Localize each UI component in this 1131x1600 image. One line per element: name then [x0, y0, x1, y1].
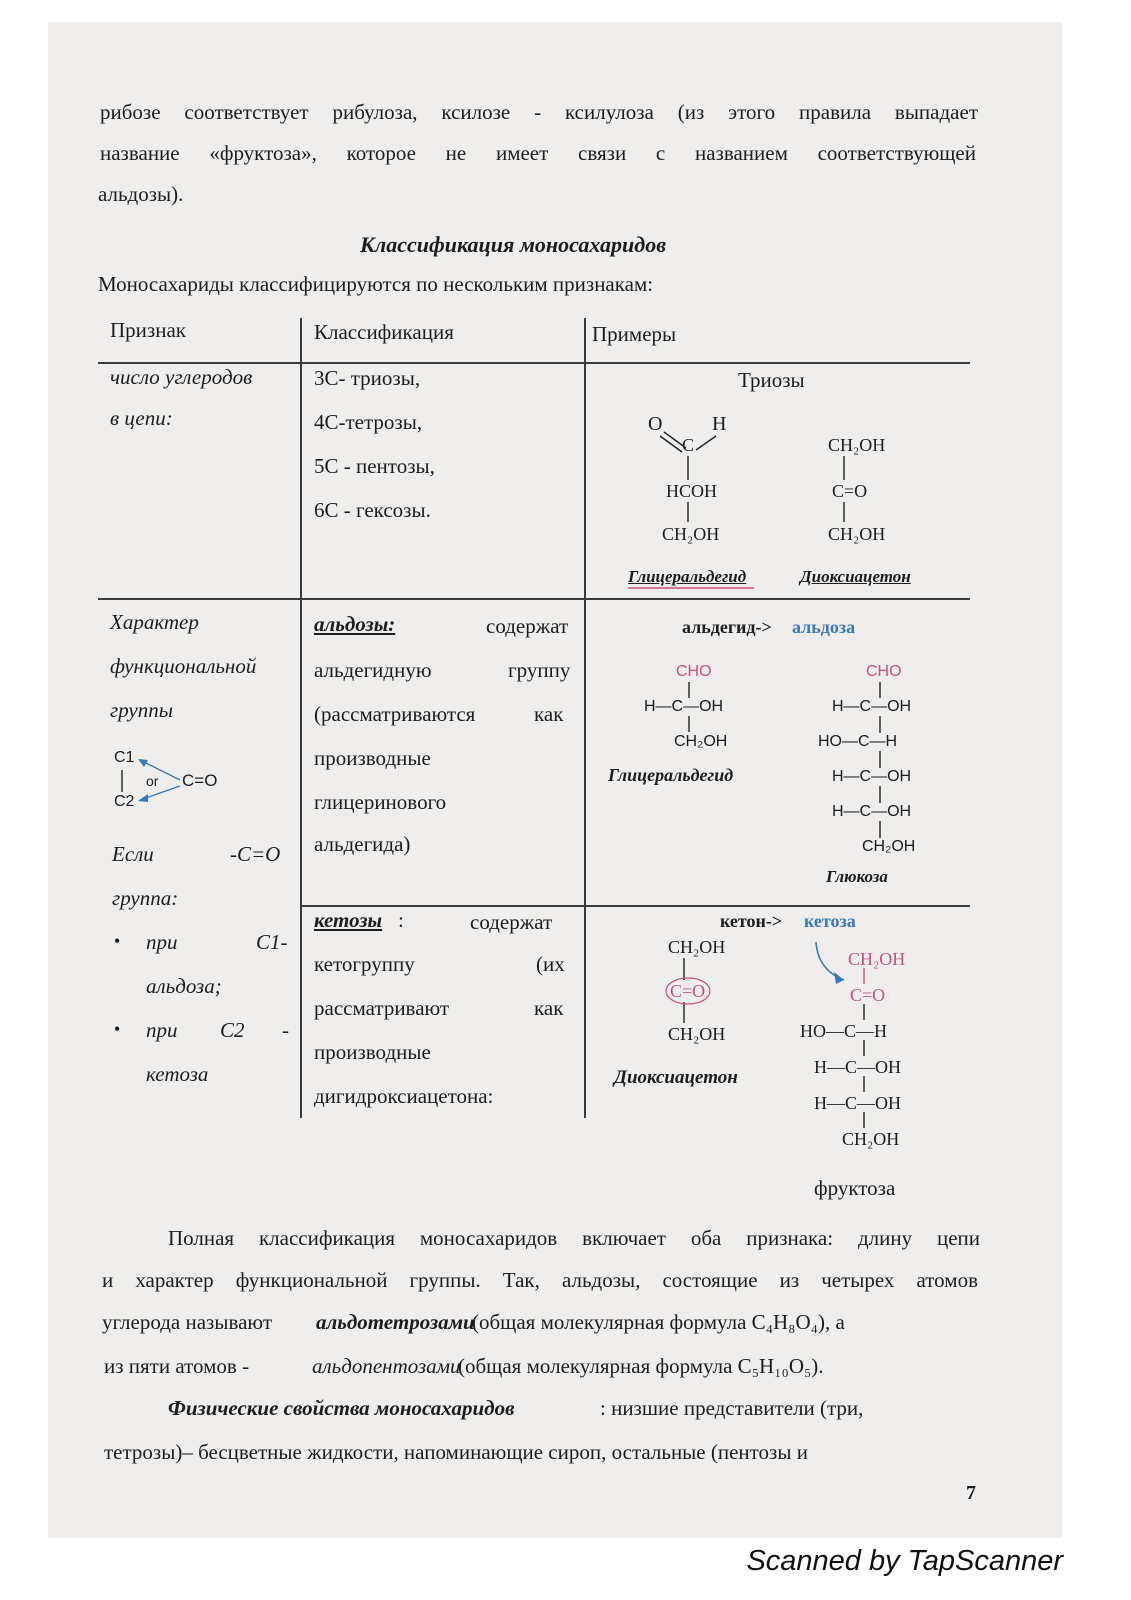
row2-feature-2: функциональной	[110, 654, 257, 678]
glycer-ch2oh: CH₂OH	[674, 733, 728, 750]
row1-feature-a: число углеродов	[110, 365, 253, 389]
bullet-1-b: C1-	[256, 930, 288, 954]
glucose-cho: CHO	[866, 663, 902, 680]
row2-feature-3: группы	[110, 698, 173, 722]
scheme-co: C=O	[182, 771, 218, 790]
ketose-term: кетозы	[314, 908, 383, 932]
intro-line-1: рибозе соответствует рибулоза, ксилозе - ксилулоза (из этого правила выпадает	[100, 100, 978, 124]
fructose-c4: H—C—OH	[814, 1057, 902, 1077]
section-title: Классификация моносахаридов	[360, 232, 667, 257]
dha2-name: Диоксиацетон	[614, 1067, 738, 1088]
fructose-bot: CH₂OH	[842, 1129, 900, 1149]
ketose-w1: содержат	[470, 910, 553, 934]
gly-h-atom: H	[712, 413, 727, 435]
bullet-1-dot: •	[114, 931, 121, 951]
glycer-cho: CHO	[676, 663, 712, 680]
bullet-2-c: -	[282, 1018, 289, 1042]
aldose-example-header-a: альдегид->	[682, 617, 772, 637]
gly-c-atom: C	[682, 435, 695, 455]
para2-line-2: тетрозы)– бесцветные жидкости, напоминающие сироп, остальные (пентозы и	[104, 1440, 808, 1464]
glucose-c3: HO—C—H	[818, 733, 898, 750]
class-triose: 3С- триозы,	[314, 366, 421, 390]
para2-rest-1: : низшие представители (три,	[600, 1396, 864, 1420]
ketose-line3b: как	[534, 996, 564, 1020]
aldose-line2a: альдегидную	[314, 658, 432, 682]
aldose-example-header-b: альдоза	[792, 617, 856, 637]
header-classification: Классификация	[314, 320, 454, 344]
intro-line-2: название «фруктоза», которое не имеет связи с названием соответствующей	[100, 141, 976, 165]
fructose-c3: HO—C—H	[800, 1021, 888, 1041]
aldose-line4: производные	[314, 746, 431, 770]
dha2-bot: CH₂OH	[668, 1024, 726, 1044]
ketose-example-header-a: кетон->	[720, 911, 783, 931]
page-number: 7	[966, 1482, 976, 1504]
aldose-w1: содержат	[486, 614, 569, 638]
dha-bot: CH₂OH	[828, 524, 886, 544]
glucose-name: Глюкоза	[826, 867, 888, 886]
gly-o-atom: O	[648, 413, 663, 435]
aldose-line5: глицеринового	[314, 790, 447, 814]
lead-sentence: Моносахариды классифицируются по нескольким признакам:	[98, 272, 654, 296]
gly-hcoh: HCOH	[666, 481, 718, 501]
glucose-ch2oh: CH₂OH	[862, 838, 916, 855]
ketose-colon: :	[398, 908, 404, 932]
para1-line-4a: из пяти атомов -	[104, 1354, 250, 1378]
class-pentose: 5С - пентозы,	[314, 454, 435, 478]
aldose-line6: альдегида)	[314, 832, 411, 856]
class-tetrose: 4С-тетрозы,	[314, 410, 423, 434]
ketose-line3a: рассматривают	[314, 996, 450, 1020]
dha2-mid: C=O	[670, 981, 706, 1001]
header-feature: Признак	[110, 318, 186, 342]
header-examples: Примеры	[592, 322, 677, 346]
glucose-c2: H—C—OH	[832, 698, 912, 715]
example-trioses-title: Триозы	[738, 368, 805, 392]
fructose-top: CH₂OH	[848, 949, 906, 969]
ketose-line2a: кетогруппу	[314, 952, 415, 976]
ketose-line2b: (их	[536, 952, 565, 976]
glucose-c4: H—C—OH	[832, 768, 912, 785]
para1-line-3a: углерода называют	[102, 1310, 273, 1334]
fructose-co: C=O	[850, 985, 886, 1005]
scheme-c2: C2	[114, 793, 135, 810]
fructose-name: фруктоза	[814, 1176, 896, 1200]
bullet-1-c: альдоза;	[146, 974, 222, 998]
bullet-2-d: кетоза	[146, 1062, 209, 1086]
ketose-example-header-b: кетоза	[804, 911, 856, 931]
scheme-c1: C1	[114, 749, 135, 766]
if-group-word: группа:	[112, 886, 179, 910]
class-hexose: 6С - гексозы.	[314, 498, 431, 522]
bullet-2-b: C2	[220, 1018, 245, 1042]
aldose-line2b: группу	[508, 658, 571, 682]
row1-feature-b: в цепи:	[110, 406, 173, 430]
glycer-hcoh: H—C—OH	[644, 698, 724, 715]
fructose-c5: H—C—OH	[814, 1093, 902, 1113]
para1-line-1: Полная классификация моносахаридов включает оба признака: длину цепи	[168, 1226, 980, 1250]
dha-name: Диоксиацетон	[800, 567, 911, 586]
intro-line-3: альдозы).	[98, 182, 184, 206]
if-word: Если	[112, 842, 154, 866]
aldose-line3b: как	[534, 702, 564, 726]
scheme-or: or	[146, 773, 159, 789]
para1-line-4c: (общая молекулярная формула C₅H₁₀O₅).	[458, 1354, 824, 1378]
gly-ch2oh: CH₂OH	[662, 524, 720, 544]
scanned-page	[48, 22, 1062, 1538]
bullet-2-dot: •	[114, 1019, 121, 1039]
gly-name: Глицеральдегид	[628, 567, 747, 586]
bullet-1-a: при	[146, 930, 178, 954]
glucose-c5: H—C—OH	[832, 803, 912, 820]
row2-feature-1: Характер	[110, 610, 199, 634]
para1-line-4b: альдопентозами	[312, 1354, 461, 1378]
ketose-line5: дигидроксиацетона:	[314, 1084, 494, 1108]
dha2-top: CH₂OH	[668, 937, 726, 957]
aldose-line3a: (рассматриваются	[314, 702, 476, 726]
para1-line-3c: (общая молекулярная формула C₄H₈O₄), а	[472, 1310, 845, 1334]
para1-line-3b: альдотетрозами	[316, 1310, 475, 1334]
glycer-name: Глицеральдегид	[608, 765, 734, 785]
dha-mid: C=O	[832, 481, 868, 501]
bullet-2-a: при	[146, 1018, 178, 1042]
aldose-term: альдозы:	[314, 612, 396, 636]
para1-line-2: и характер функциональной группы. Так, альдозы, состоящие из четырех атомов	[102, 1268, 978, 1292]
if-group-formula: -C=O	[230, 842, 281, 866]
dha-top: CH₂OH	[828, 435, 886, 455]
ketose-line4: производные	[314, 1040, 431, 1064]
scanner-watermark-caption: Scanned by TapScanner	[746, 1545, 1063, 1577]
para2-term: Физические свойства моносахаридов	[168, 1396, 515, 1420]
